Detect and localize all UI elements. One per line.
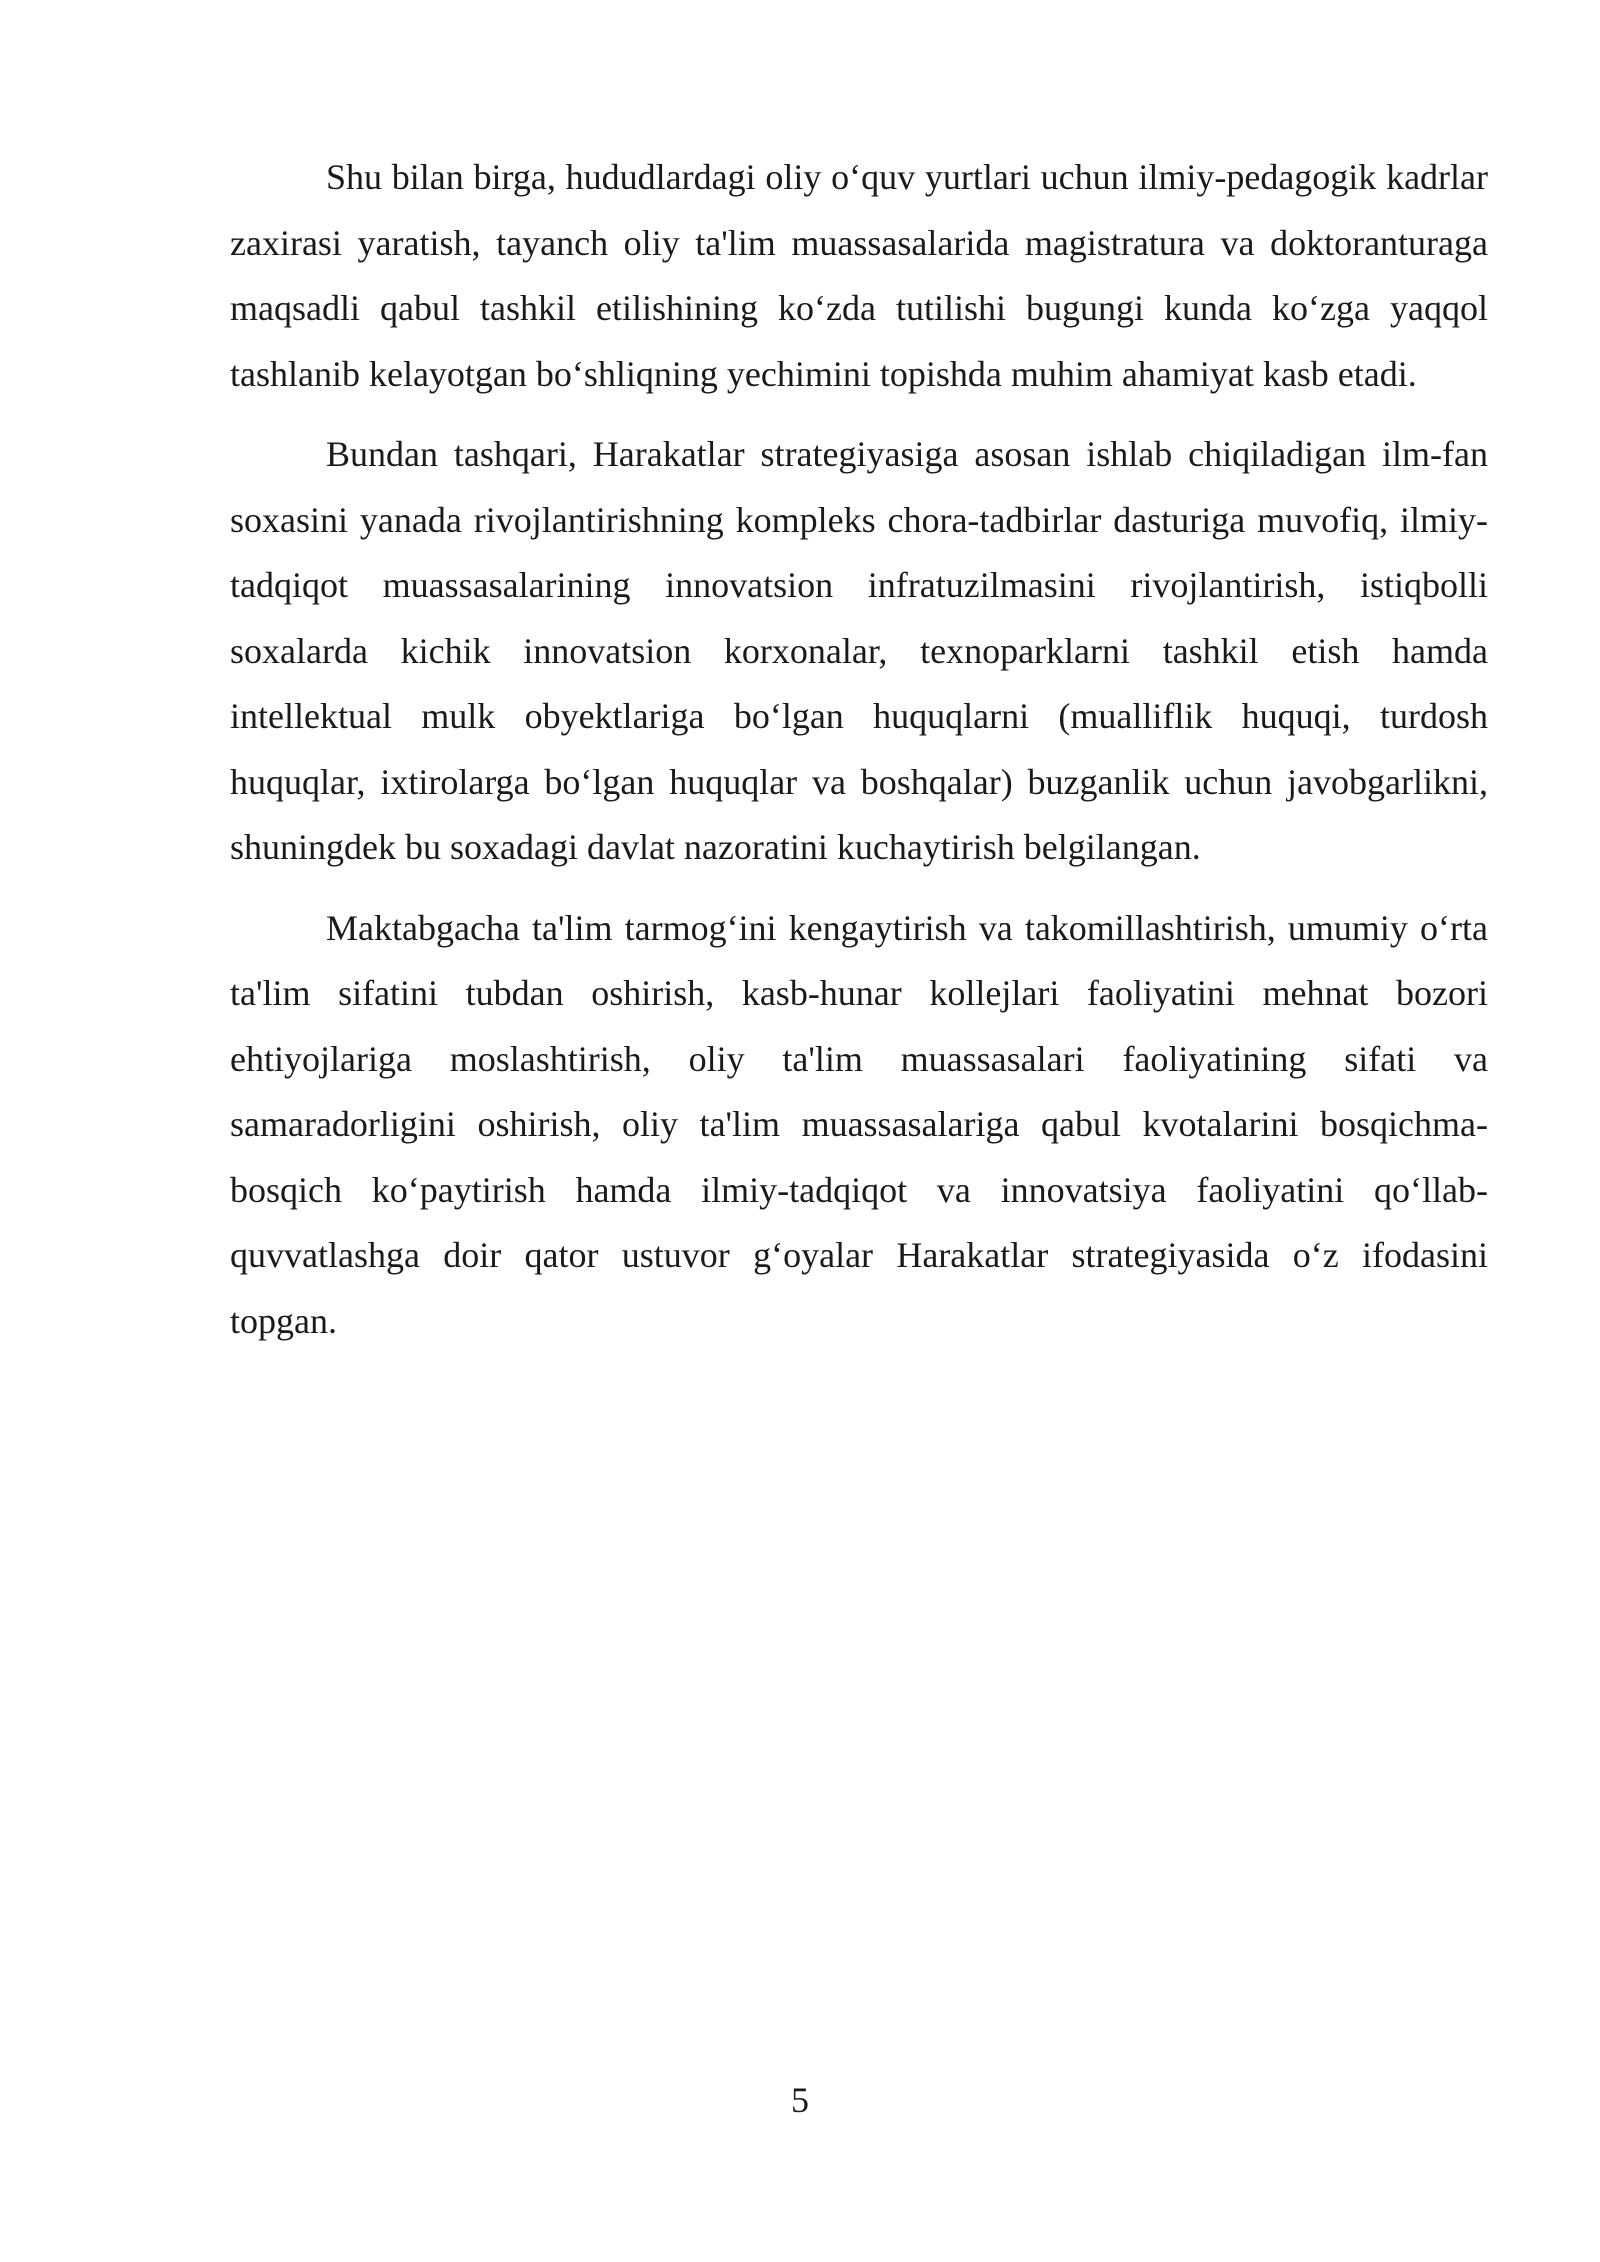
paragraph-1: Shu bilan birga, hududlardagi oliy o‘quv yurtlari uchun ilmiy-pedagogik kadrlar zaxirasi yaratish, tayanch oliy ta'lim muassasalarida magistratura va doktoranturaga maqsadli qabul tashkil etilishining ko‘zda tutilishi bugungi kunda ko‘zga yaqqol tashlanib kelayotgan bo‘shliqning yechimini topishda muhim ahamiyat kasb etadi. (230, 157, 1488, 394)
page-number: 5 (791, 2080, 809, 2120)
paragraph-2: Bundan tashqari, Harakatlar strategiyasiga asosan ishlab chiqiladigan ilm-fan soxasini yanada rivojlantirishning kompleks chora-tadbirlar dasturiga muvofiq, ilmiy-tadqiqot muassasalarining innovatsion infratuzilmasini rivojlantirish, istiqbolli soxalarda kichik innovatsion korxonalar, texnoparklarni tashkil etish hamda intellektual mulk obyektlariga bo‘lgan huquqlarni (mualliflik huquqi, turdosh huquqlar, ixtirolarga bo‘lgan huquqlar va boshqalar) buzganlik uchun javobgarlikni, shuningdek bu soxadagi davlat nazoratini kuchaytirish belgilangan. (230, 434, 1488, 867)
paragraph-3: Maktabgacha ta'lim tarmog‘ini kengaytirish va takomillashtirish, umumiy o‘rta ta'lim sifatini tubdan oshirish, kasb-hunar kollejlari faoliyatini mehnat bozori ehtiyojlariga moslashtirish, oliy ta'lim muassasalari faoliyatining sifati va samaradorligini oshirish, oliy ta'lim muassasalariga qabul kvotalarini bosqichma-bosqich ko‘paytirish hamda ilmiy-tadqiqot va innovatsiya faoliyatini qo‘llab-quvvatlashga doir qator ustuvor g‘oyalar Harakatlar strategiyasida o‘z ifodasini topgan. (230, 907, 1488, 1341)
body-text (230, 145, 1488, 1369)
